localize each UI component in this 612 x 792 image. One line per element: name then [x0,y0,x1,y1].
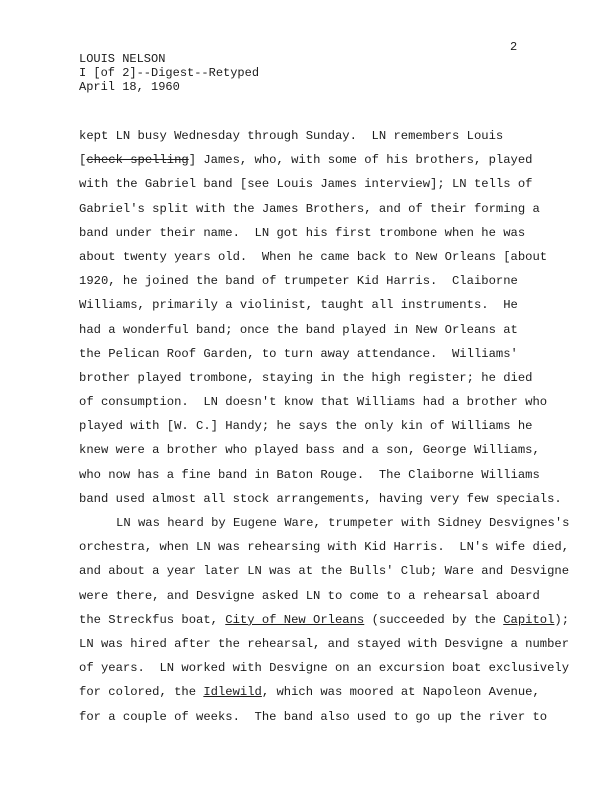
text-line [79,414,559,438]
text-line [79,390,559,414]
text-segment: for colored, the [79,685,204,700]
text-segment: knew were a brother who played bass and a son, George Williams, [79,443,540,458]
text-segment: , which was moored at Napoleon Avenue, [261,685,540,700]
text-line [79,487,562,511]
struck-text: check spelling [86,153,189,168]
text-line [79,197,559,221]
header-line-name: LOUIS NELSON [79,52,166,66]
text-line [79,608,570,632]
header-line-date: April 18, 1960 [79,80,180,94]
text-line [79,245,559,269]
text-line [79,656,570,680]
text-segment: LN was heard by Eugene Ware, trumpeter with Sidney Desvignes's [116,516,570,530]
text-segment: played with [W. C.] Handy; he says the only kin of Williams he [79,419,533,434]
text-segment: Williams, primarily a violinist, taught all instruments. He [79,298,518,313]
text-segment: brother played trombone, staying in the high register; he died [79,370,533,385]
text-line [79,511,570,535]
text-segment: (succeeded by the [364,612,504,627]
underlined-title: City of New Orleans [225,612,365,627]
text-segment: the Streckfus boat, [79,612,226,627]
text-segment: orchestra, when LN was rehearsing with Kid Harris. LN's wife died, [79,540,570,555]
text-line [79,342,559,366]
text-line [79,172,559,196]
text-line [79,584,559,608]
text-line [79,269,559,293]
text-line [79,463,559,487]
text-segment: band under their name. LN got his first trombone when he was [79,225,526,240]
text-segment: Gabriel's split with the James Brothers, and of their forming a [79,201,540,216]
text-segment: who now has a fine band in Baton Rouge. The Claiborne Williams [79,467,540,482]
text-segment: band used almost all stock arrangements, having very few specials. [79,491,562,506]
text-segment: ] James, who, with some of his brothers, played [188,153,533,168]
text-line [79,366,559,390]
text-segment: kept LN busy Wednesday through Sunday. LN remembers Louis [79,129,504,143]
page-number: 2 [510,40,518,54]
text-line [79,680,559,704]
text-segment: with the Gabriel band [see Louis James interview]; LN tells of [79,177,533,192]
transcript-body [79,124,570,729]
text-segment: 1920, he joined the band of trumpeter Kid Harris. Claiborne [79,274,518,289]
text-segment: about twenty years old. When he came back to New Orleans [about [79,249,548,264]
header-line-part: I [of 2]--Digest--Retyped [79,66,260,80]
document-header [79,52,259,94]
text-segment: ); [554,612,570,627]
text-line [79,148,559,172]
text-line [79,438,559,462]
text-segment: had a wonderful band; once the band played in New Orleans at [79,322,518,337]
text-line [79,221,559,245]
text-segment: were there, and Desvigne asked LN to come to a rehearsal aboard [79,588,540,603]
text-segment: and about a year later LN was at the Bulls' Club; Ware and Desvigne [79,564,570,579]
text-line [79,535,570,559]
text-line [79,559,570,583]
text-line [79,632,570,656]
text-segment: the Pelican Roof Garden, to turn away attendance. Williams' [79,346,518,361]
underlined-title: Capitol [503,612,555,627]
text-segment: [ [79,153,87,168]
text-line [79,124,559,148]
text-segment: of consumption. LN doesn't know that Williams had a brother who [79,395,548,410]
text-segment: of years. LN worked with Desvigne on an excursion boat exclusively [79,661,570,676]
text-segment: for a couple of weeks. The band also used to go up the river to [79,709,548,724]
text-line [79,705,559,729]
text-segment: LN was hired after the rehearsal, and stayed with Desvigne a number [79,636,570,651]
underlined-title: Idlewild [203,685,262,700]
text-line [79,293,559,317]
text-line [79,318,559,342]
